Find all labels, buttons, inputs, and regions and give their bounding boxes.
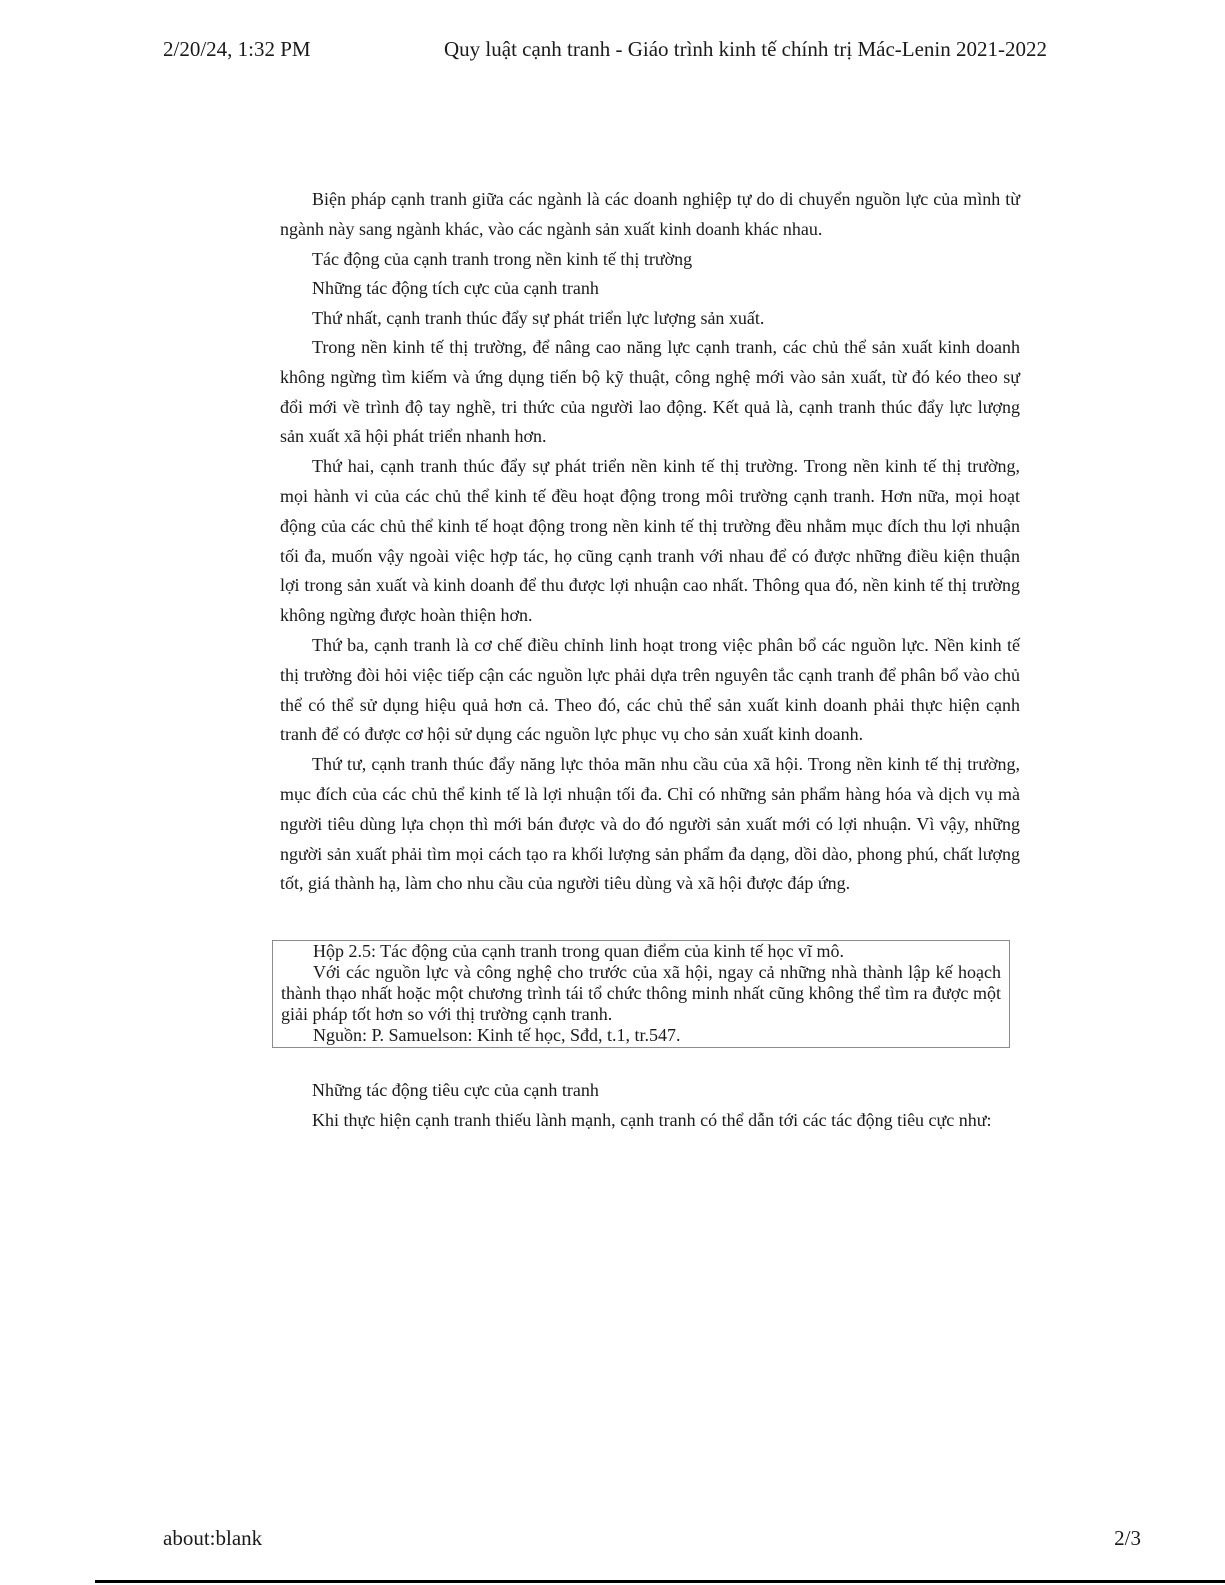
- negative-effects-section: [280, 1076, 1020, 1135]
- heading-competition-effects: Tác động của cạnh tranh trong nền kinh tế thị trường: [312, 248, 693, 269]
- box-title: Hộp 2.5: Tác động của cạnh tranh trong quan điểm của kinh tế học vĩ mô.: [313, 941, 845, 962]
- paragraph-second-effect: Thứ hai, cạnh tranh thúc đẩy sự phát triển nền kinh tế thị trường. Trong nền kinh tế thị trường, mọi hành vi của các chủ thể kinh tế đều hoạt động trong môi trường cạnh tranh. Hơn nữa, mọi hoạt động của các chủ thể kinh tế hoạt động trong nền kinh tế thị trường đều nhằm mục đích thu lợi nhuận tối đa, muốn vậy ngoài việc hợp tác, họ cũng cạnh tranh với nhau để có được những điều kiện thuận lợi trong sản xuất và kinh doanh để thu được lợi nhuận cao nhất. Thông qua đó, nền kinh tế thị trường không ngừng được hoàn thiện hơn.: [280, 456, 1020, 626]
- paragraph-inter-industry-competition: Biện pháp cạnh tranh giữa các ngành là các doanh nghiệp tự do di chuyển nguồn lực của mình từ ngành này sang ngành khác, vào các ngành sản xuất kinh doanh khác nhau.: [280, 189, 1020, 239]
- paragraph-first-effect-detail: Trong nền kinh tế thị trường, để nâng cao năng lực cạnh tranh, các chủ thể sản xuất kinh doanh không ngừng tìm kiếm và ứng dụng tiến bộ kỹ thuật, công nghệ mới vào sản xuất, từ đó kéo theo sự đổi mới về trình độ tay nghề, tri thức của người lao động. Kết quả là, cạnh tranh thúc đẩy lực lượng sản xuất xã hội phát triển nhanh hơn.: [280, 337, 1020, 447]
- print-header-datetime: 2/20/24, 1:32 PM: [163, 37, 311, 61]
- print-footer-url: about:blank: [163, 1526, 263, 1550]
- print-header-title: Quy luật cạnh tranh - Giáo trình kinh tế chính trị Mác-Lenin 2021-2022: [444, 37, 1048, 61]
- paragraph-fourth-effect: Thứ tư, cạnh tranh thúc đẩy năng lực thỏa mãn nhu cầu của xã hội. Trong nền kinh tế thị trường, mục đích của các chủ thể kinh tế là lợi nhuận tối đa. Chỉ có những sản phẩm hàng hóa và dịch vụ mà người tiêu dùng lựa chọn thì mới bán được và do đó người sản xuất mới có lợi nhuận. Vì vậy, những người sản xuất phải tìm mọi cách tạo ra khối lượng sản phẩm đa dạng, dồi dào, phong phú, chất lượng tốt, giá thành hạ, làm cho nhu cầu của người tiêu dùng và xã hội được đáp ứng.: [280, 754, 1020, 894]
- quote-box: [272, 940, 1010, 1048]
- document-body: [280, 185, 1020, 1136]
- paragraph-first-effect: Thứ nhất, cạnh tranh thúc đẩy sự phát triển lực lượng sản xuất.: [312, 307, 765, 328]
- print-footer-page-number: 2/3: [1114, 1526, 1141, 1550]
- paragraph-third-effect: Thứ ba, cạnh tranh là cơ chế điều chỉnh linh hoạt trong việc phân bổ các nguồn lực. Nền kinh tế thị trường đòi hỏi việc tiếp cận các nguồn lực phải dựa trên nguyên tắc cạnh tranh để phân bổ vào chủ thể có thể sử dụng hiệu quả hơn cả. Theo đó, các chủ thể sản xuất kinh doanh phải thực hiện cạnh tranh để có được cơ hội sử dụng các nguồn lực phục vụ cho sản xuất kinh doanh.: [280, 635, 1020, 745]
- heading-negative-effects: Những tác động tiêu cực của cạnh tranh: [312, 1080, 599, 1101]
- box-body: Với các nguồn lực và công nghệ cho trước của xã hội, ngay cả những nhà thành lập kế hoạch thành thạo nhất hoặc một chương trình tái tổ chức thông minh nhất cũng không thể tìm ra được một giải pháp tốt hơn so với thị trường cạnh tranh.: [281, 962, 1001, 1025]
- paragraph-negative-effects-intro: Khi thực hiện cạnh tranh thiếu lành mạnh, cạnh tranh có thể dẫn tới các tác động tiêu cực như:: [312, 1109, 992, 1130]
- bottom-divider: [95, 1580, 1225, 1583]
- box-source: Nguồn: P. Samuelson: Kinh tế học, Sđd, t.1, tr.547.: [313, 1025, 681, 1046]
- heading-positive-effects: Những tác động tích cực của cạnh tranh: [312, 278, 599, 299]
